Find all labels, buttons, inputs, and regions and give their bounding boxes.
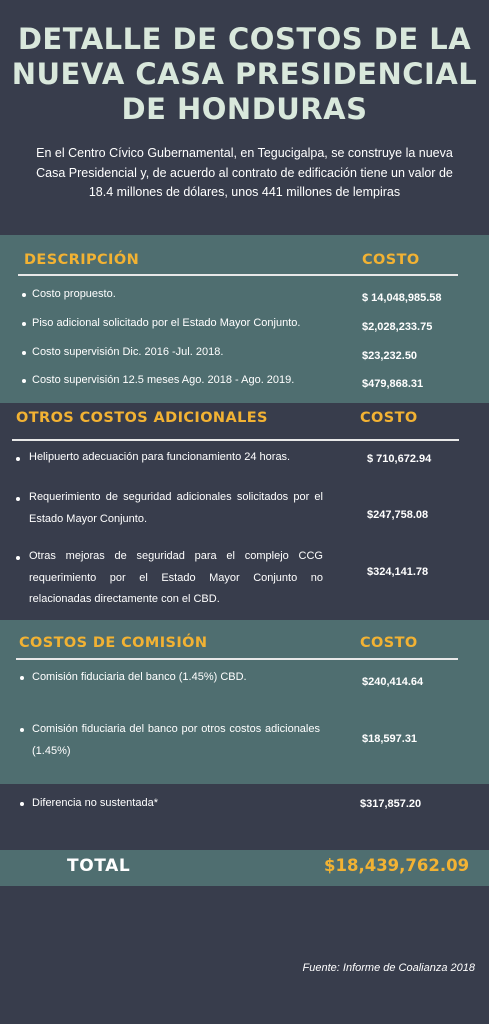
total-value: $18,439,762.09 — [324, 856, 470, 875]
list-item-description: Piso adicional solicitado por el Estado Mayor Conjunto. — [32, 317, 301, 329]
list-item-description: Comisión fiduciaria del banco (1.45%) CBD. — [32, 671, 247, 683]
bullet-icon — [22, 322, 26, 326]
total-label: TOTAL — [67, 856, 131, 876]
list-item-description: Costo supervisión 12.5 meses Ago. 2018 - Ago. 2019. — [32, 374, 295, 386]
bullet-icon — [20, 728, 24, 732]
section-otros-costos — [0, 403, 489, 620]
bullet-icon — [16, 556, 20, 560]
bullet-icon — [20, 676, 24, 680]
list-item-cost: $18,597.31 — [362, 733, 418, 745]
list-item-cost: $240,414.64 — [362, 676, 424, 688]
list-item-cost: $317,857.20 — [360, 798, 422, 810]
list-item-cost: $ 710,672.94 — [367, 453, 432, 465]
list-item-cost: $247,758.08 — [367, 509, 429, 521]
section-header-comision: COSTOS DE COMISIÓN — [19, 635, 208, 651]
source-note: Fuente: Informe de Coalianza 2018 — [302, 962, 475, 974]
list-item-description: Costo supervisión Dic. 2016 -Jul. 2018. — [32, 346, 224, 358]
page-title: DETALLE DE COSTOS DE LA NUEVA CASA PRESIDENCIAL DE HONDURAS — [11, 22, 478, 126]
section-diferencia — [0, 784, 489, 850]
list-item-description: Requerimiento de seguridad adicionales solicitados por el Estado Mayor Conjunto. — [29, 491, 323, 525]
bullet-icon — [16, 457, 20, 461]
header-divider — [12, 439, 459, 441]
bullet-icon — [22, 351, 26, 355]
cost-header: COSTO — [362, 252, 420, 268]
section-header-otros-costos: OTROS COSTOS ADICIONALES — [16, 410, 268, 426]
section-descripcion — [0, 235, 489, 403]
list-item-cost: $ 14,048,985.58 — [362, 292, 442, 304]
list-item-cost: $23,232.50 — [362, 350, 418, 362]
list-item-cost: $479,868.31 — [362, 378, 424, 390]
header-divider — [16, 658, 458, 660]
bullet-icon — [22, 293, 26, 297]
list-item-description: Diferencia no sustentada* — [32, 797, 158, 809]
list-item-description: Otras mejoras de seguridad para el complejo CCG requerimiento por el Estado Mayor Conjunto no relacionadas directamente con el CBD. — [29, 550, 323, 605]
list-item-description: Helipuerto adecuación para funcionamiento 24 horas. — [29, 451, 291, 463]
list-item-description: Costo propuesto. — [32, 288, 116, 300]
cost-header: COSTO — [360, 635, 418, 651]
header-divider — [18, 274, 458, 276]
section-header-descripcion: DESCRIPCIÓN — [24, 252, 140, 268]
list-item-cost: $2,028,233.75 — [362, 321, 433, 333]
bullet-icon — [16, 497, 20, 501]
intro-text: En el Centro Cívico Gubernamental, en Tegucigalpa, se construye la nueva Casa Presidencial y, de acuerdo al contrato de edificación tiene un valor de 18.4 millones de dólares, unos 441 millones de lempiras — [36, 146, 453, 199]
section-comision — [0, 620, 489, 784]
cost-header: COSTO — [360, 410, 418, 426]
list-item-cost: $324,141.78 — [367, 566, 429, 578]
list-item-description: Comisión fiduciaria del banco por otros costos adicionales (1.45%) — [32, 723, 320, 757]
bullet-icon — [22, 379, 26, 383]
bullet-icon — [20, 802, 24, 806]
